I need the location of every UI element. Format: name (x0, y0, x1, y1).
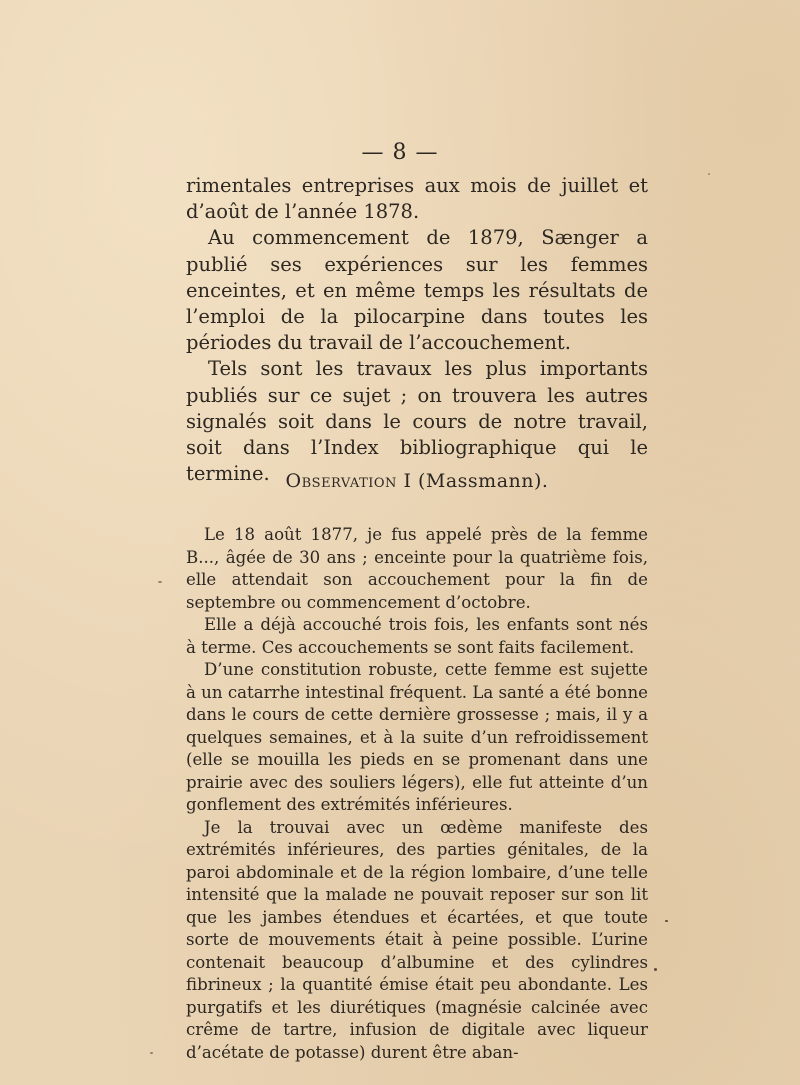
intro-paragraph-2: Au commencement de 1879, Sænger a publié ses expériences sur les femmes enceintes, et en même temps les résultats de l’emploi de la pilocarpine dans toutes les périodes du travail de l’accouchement. (186, 226, 648, 355)
page-number: — 8 — (361, 140, 439, 165)
observation-heading-rest: I (Massmann). (396, 470, 549, 492)
observation-paragraph-1: Le 18 août 1877, je fus appelé près de la femme B..., âgée de 30 ans ; enceinte pour la quatrième fois, elle attendait son accouchement pour la fin de septembre ou commencement d’octobre. (186, 525, 648, 612)
observation-text-block (186, 524, 648, 1064)
paper-speck (158, 581, 162, 583)
observation-heading-label: Observation (285, 470, 397, 492)
observation-paragraph-4: Je la trouvai avec un œdème manifeste des extrémités inférieures, des parties génitales, de la paroi abdominale et de la région lombaire, d’une telle intensité que la malade ne pouvait reposer sur son lit que les jambes étendues et écartées, et que toute sorte de mouvements était à peine possible. L’urine contenait beaucoup d’albumine et des cylindres fibrineux ; la quantité émise était peu abondante. Les purgatifs et les diurétiques (magnésie calcinée avec crême de tartre, infusion de digitale avec liqueur d’acétate de potasse) durent être aban- (186, 817, 648, 1062)
observation-heading (186, 470, 648, 492)
observation-paragraph-3: D’une constitution robuste, cette femme est sujette à un catarrhe intestinal fréquent. La santé a été bonne dans le cours de cette dernière grossesse ; mais, il y a quelques semaines, et à la suite d’un refroidissement (elle se mouilla les pieds en se promenant dans une prairie avec des souliers légers), elle fut atteinte d’un gonflement des extrémités inférieures. (186, 660, 648, 814)
intro-paragraph-1: rimentales entreprises aux mois de juillet et d’août de l’année 1878. (186, 174, 648, 224)
paper-speck (150, 1052, 153, 1054)
paper-speck (665, 920, 668, 922)
intro-text-block (186, 173, 648, 487)
intro-paragraph-3: Tels sont les travaux les plus importants publiés sur ce sujet ; on trouvera les autres signalés soit dans le cours de notre travail, soit dans l’Index bibliographique qui le termine. (186, 357, 648, 486)
paper-speck (654, 968, 657, 971)
observation-paragraph-2: Elle a déjà accouché trois fois, les enfants sont nés à terme. Ces accouchements se sont faits facilement. (186, 615, 648, 657)
paper-speck (708, 173, 710, 175)
